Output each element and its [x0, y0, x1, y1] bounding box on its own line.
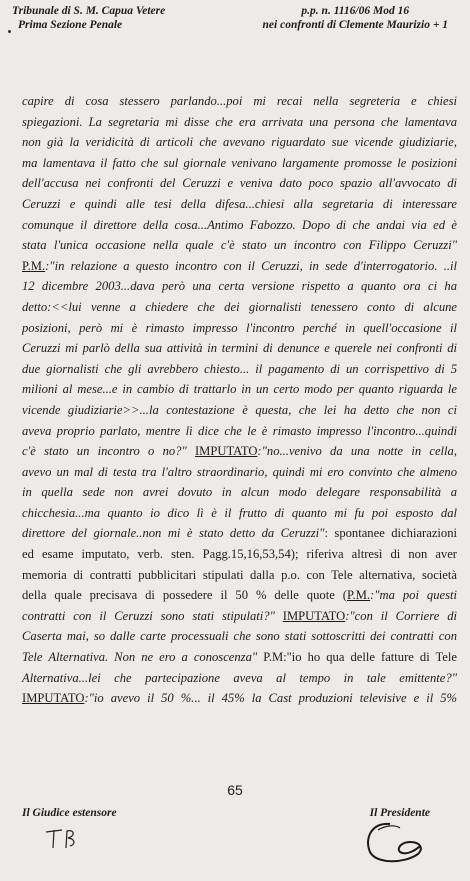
- speaker-imputato: IMPUTATO: [282, 608, 346, 623]
- text-line: P.M.:"in relazione a questo incontro con il Ceruzzi, in sede d'interrogatorio. ..il: [22, 258, 457, 273]
- court-section: Prima Sezione Penale: [18, 19, 123, 31]
- text-line: detto:<<lui venne a chiedere che dei giornalisti tenessero conto di alcune: [22, 299, 457, 314]
- text-line: ma lamentava il fatto che sul giornale venivano largamente promosse le posizioni: [22, 155, 457, 170]
- court-header: [12, 4, 165, 32]
- text-line: Ceruzzi mi parlò della sua attività in termini di denunce e querele nei confronti di: [22, 341, 457, 356]
- speaker-pm: P.M.: [346, 588, 371, 603]
- court-name: Tribunale di S. M. Capua Vetere: [12, 5, 166, 17]
- speaker-imputato: IMPUTATO: [194, 444, 258, 459]
- president-signature-label: Il Presidente: [369, 807, 430, 819]
- text-line: direttore del giornale..non mi è stato detto da Ceruzzi": spontanee dichiarazioni: [22, 526, 458, 541]
- text-line: in quella sede non avrei dovuto in alcun modo delegare responsabilità a: [22, 485, 457, 500]
- text-line: dell'accusa nei confronti del Ceruzzi e veniva dato poco spazio all'avvocato di: [22, 176, 457, 191]
- case-parties: nei confronti di Clemente Maurizio + 1: [262, 19, 448, 31]
- text-line: aveva proprio parlato, mentre lì dice che le è rimasto impresso l'incontro...quindi: [22, 423, 457, 438]
- text-line: IMPUTATO:"io avevo il 50 %... il 45% la Cast produzioni televisive e il 5%: [22, 691, 457, 706]
- text-line: 12 dicembre 2003...dava però una certa versione rispetto a quanto ora ci ha: [22, 279, 457, 294]
- text-line: due giornalisti che gli avrebbero chiesto... il pagamento di un corrispettivo di 5: [22, 361, 457, 376]
- text-line: c'è stato un incontro o no?" IMPUTATO:"no...venivo da una notte in cella,: [22, 444, 457, 459]
- text-line: chicchesia...ma quanto io dico lì è il frutto di quanto mi fu poi esposto dal: [22, 505, 457, 520]
- text-line: contratti con il Ceruzzi sono stati stipulati?" IMPUTATO:"con il Corriere di: [22, 608, 457, 623]
- text-line: Ceruzzi e quindi alle tesi della difesa...chiesi alla segretaria di interessare: [22, 196, 457, 211]
- case-header: [263, 4, 448, 32]
- page-number: 65: [227, 782, 243, 798]
- text-line: capire di cosa stessero parlando...poi mi recai nella segreteria e chiesi: [22, 94, 457, 108]
- document-body: [22, 91, 457, 709]
- case-number: p.p. n. 1116/06 Mod 16: [301, 5, 410, 17]
- text-line: non già la veridicità di articoli che avevano riguardato sue vicende giudiziarie,: [22, 135, 457, 150]
- text-line: avevo un mal di testa tra l'altro straordinario, quindi mi ero convinto che almeno: [22, 464, 457, 479]
- text-line: della quale precisava di possedere il 50 % delle quote (P.M.:"ma poi questi: [22, 588, 457, 603]
- text-line: milioni al mese...e in cambio di trattarlo in un certo modo per quanto riguarda le: [22, 382, 457, 397]
- speaker-pm: P.M.: [22, 258, 46, 273]
- text-line: memoria di contratti pubblicitari stipulati dalla p.o. con Tele alternativa, società: [22, 567, 457, 582]
- speaker-imputato: IMPUTATO: [22, 691, 85, 706]
- text-line: comunque il direttore della cosa...Antimo Fabozzo. Dopo di che andai via ed è: [22, 217, 457, 232]
- text-line: Alternativa...lei che partecipazione aveva al tempo in tale emittente?": [22, 670, 457, 685]
- text-line: stata l'unica occasione nella quale c'è stato un incontro con Filippo Ceruzzi": [22, 238, 457, 253]
- text-line: vicende giudiziarie>>...la contestazione è questa, che lei ha detto che non ci: [22, 402, 457, 417]
- text-line: posizioni, però mi è rimasto impresso l'incontro perché in quell'occasione il: [22, 320, 457, 335]
- judge-signature-label: Il Giudice estensore: [22, 807, 117, 819]
- judge-initials-signature: [40, 826, 90, 852]
- text-line: Tele Alternativa. Non ne ero a conoscenza" P.M:"io ho qua delle fatture di Tele: [22, 650, 457, 665]
- text-line: spiegazioni. La segretaria mi disse che era arrivata una persona che lamentava: [22, 114, 457, 129]
- president-signature: [360, 818, 430, 868]
- text-line: ed esame imputato, verb. sten. Pagg.15,16,53,54); riferiva altresì di non aver: [22, 547, 457, 562]
- text-line: Caserta mai, so dalle carte processuali che sono stati sottoscritti dei contratti con: [22, 629, 457, 644]
- margin-dot: [8, 30, 11, 33]
